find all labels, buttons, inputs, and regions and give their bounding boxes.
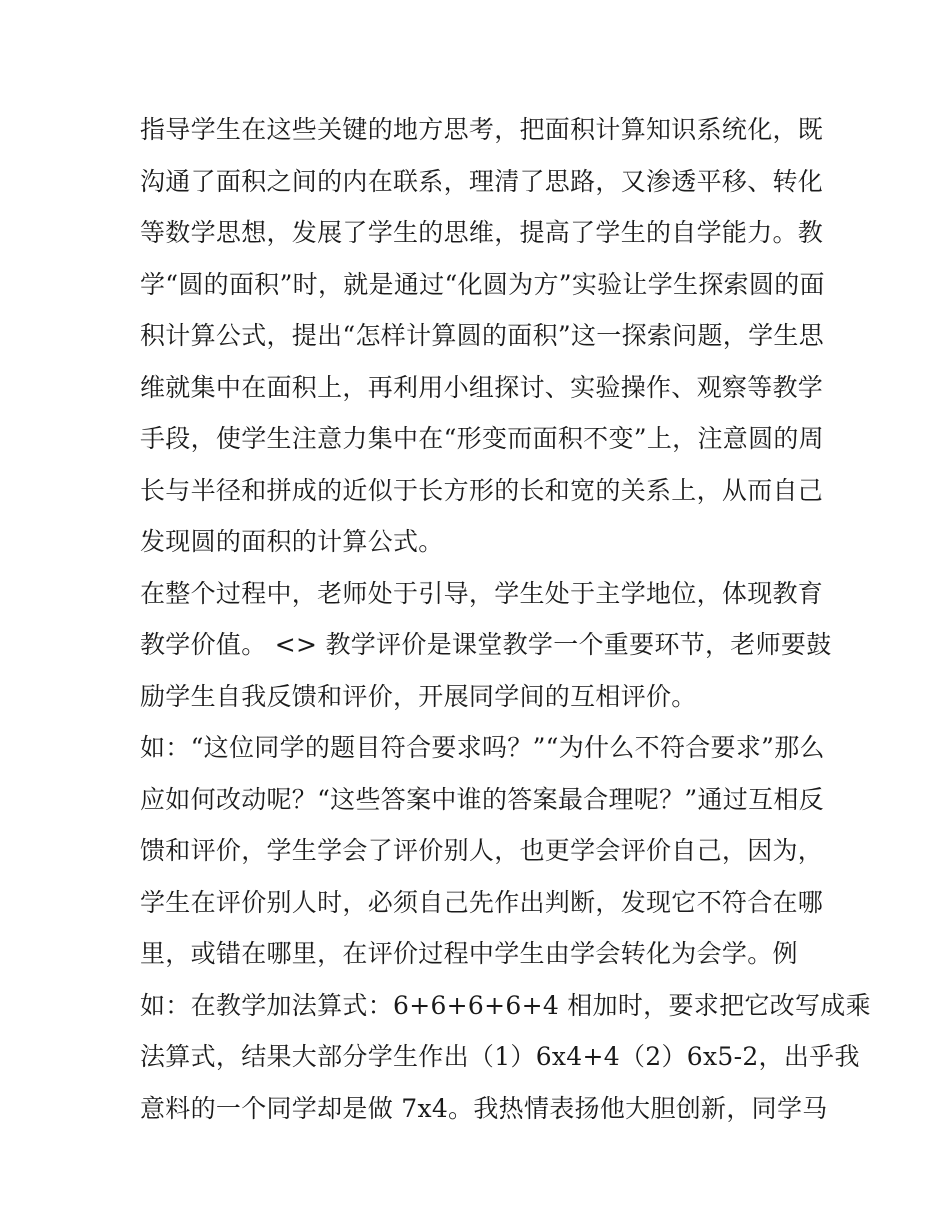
text-line: 应如何改动呢？“这些答案中谁的答案最合理呢？”通过互相反 bbox=[140, 784, 824, 814]
text-line: 指导学生在这些关键的地方思考，把面积计算知识系统化，既 bbox=[140, 115, 824, 144]
text-line: 馈和评价，学生学会了评价别人，也更学会评价自己，因为， bbox=[140, 836, 824, 865]
document-body bbox=[140, 104, 871, 1134]
text-line: 法算式，结果大部分学生作出（1）6x4+4（2）6x5-2，出乎我 bbox=[140, 1042, 860, 1071]
text-line: 励学生自我反馈和评价，开展同学间的互相评价。 bbox=[140, 681, 697, 711]
text-line: 维就集中在面积上，再利用小组探讨、实验操作、观察等教学 bbox=[140, 372, 824, 402]
text-line: 教学价值。 <> 教学评价是课堂教学一个重要环节，老师要鼓 bbox=[140, 630, 832, 659]
text-line: 等数学思想，发展了学生的思维，提高了学生的自学能力。教 bbox=[140, 218, 824, 247]
text-line: 手段，使学生注意力集中在“形变而面积不变”上，注意圆的周 bbox=[140, 424, 824, 453]
text-line: 发现圆的面积的计算公式。 bbox=[140, 527, 444, 556]
text-line: 沟通了面积之间的内在联系，理清了思路，又渗透平移、转化 bbox=[140, 166, 824, 196]
text-line: 如：“这位同学的题目符合要求吗？”“为什么不符合要求”那么 bbox=[140, 733, 825, 762]
text-line: 如：在教学加法算式：6+6+6+6+4 相加时，要求把它改写成乘 bbox=[140, 990, 871, 1020]
text-line: 学“圆的面积”时，就是通过“化圆为方”实验让学生探索圆的面 bbox=[140, 269, 825, 299]
text-line: 积计算公式，提出“怎样计算圆的面积”这一探索问题，学生思 bbox=[140, 321, 824, 350]
text-line: 在整个过程中，老师处于引导，学生处于主学地位，体现教育 bbox=[140, 578, 824, 608]
text-line: 学生在评价别人时，必须自己先作出判断，发现它不符合在哪 bbox=[140, 887, 824, 917]
text-line: 里，或错在哪里，在评价过程中学生由学会转化为会学。例 bbox=[140, 939, 798, 968]
text-line: 长与半径和拼成的近似于长方形的长和宽的关系上，从而自己 bbox=[140, 475, 824, 505]
text-line: 意料的一个同学却是做 7x4。我热情表扬他大胆创新，同学马 bbox=[140, 1093, 828, 1123]
